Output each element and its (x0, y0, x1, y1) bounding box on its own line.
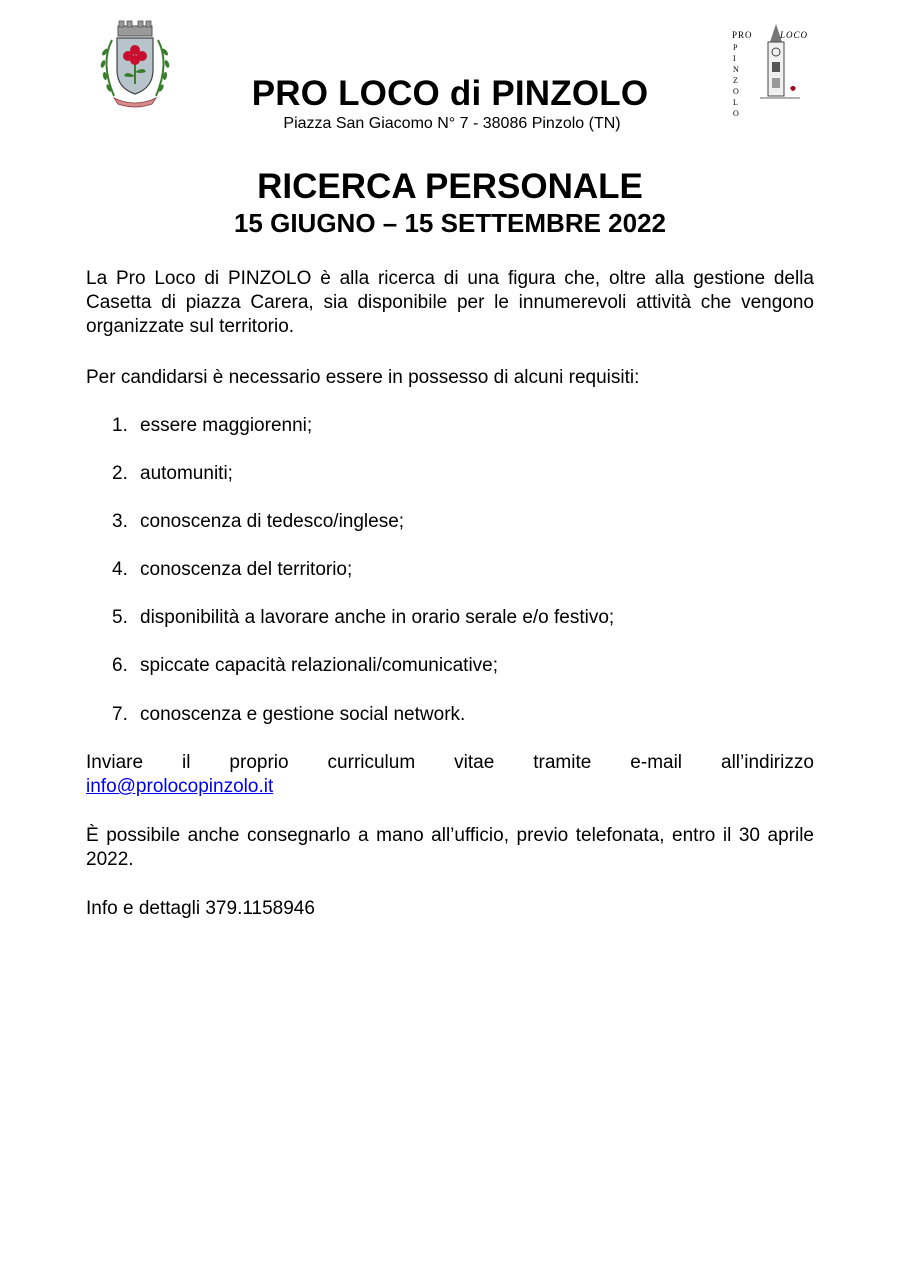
logo-loco-text: LOCO (780, 30, 809, 40)
list-item-number: 6. (112, 655, 128, 676)
email-link[interactable]: info@prolocopinzolo.it (86, 776, 274, 797)
requirements-intro: Per candidarsi è necessario essere in possesso di alcuni requisiti: (86, 367, 640, 388)
list-item-number: 5. (112, 607, 128, 628)
hand-delivery-paragraph: È possibile anche consegnarlo a mano all’ufficio, previo telefonata, entro il 30 aprile 2022. (86, 825, 814, 870)
send-word: Inviare (86, 752, 144, 773)
info-contact: Info e dettagli 379.1158946 (86, 898, 315, 919)
list-item-text: spiccate capacità relazionali/comunicative; (140, 655, 499, 676)
send-word: tramite (533, 752, 592, 773)
list-item-number: 3. (112, 511, 128, 532)
list-item-text: conoscenza del territorio; (140, 559, 353, 580)
send-cv-paragraph (86, 751, 814, 799)
send-word: vitae (454, 752, 495, 773)
list-item-text: disponibilità a lavorare anche in orario serale e/o festivo; (140, 607, 615, 628)
send-word: proprio (229, 752, 289, 773)
send-cv-line (86, 751, 814, 775)
list-item-number: 1. (112, 415, 128, 436)
document-dates: 15 GIUGNO – 15 SETTEMBRE 2022 (233, 208, 667, 238)
send-word: e-mail (630, 752, 683, 773)
send-word: curriculum (327, 752, 416, 773)
send-word: il (182, 752, 191, 773)
document-title: RICERCA PERSONALE (257, 167, 643, 206)
list-item-number: 2. (112, 463, 128, 484)
organization-address: Piazza San Giacomo N° 7 - 38086 Pinzolo (TN) (283, 115, 621, 132)
send-word: all’indirizzo (721, 752, 814, 773)
logo-pro-text: PRO (732, 30, 753, 40)
list-item-text: conoscenza di tedesco/inglese; (140, 511, 405, 532)
list-item-text: essere maggiorenni; (140, 415, 313, 436)
list-item-text: conoscenza e gestione social network. (140, 704, 466, 725)
list-item-number: 7. (112, 704, 128, 725)
organization-title: PRO LOCO di PINZOLO (251, 74, 649, 113)
list-item-number: 4. (112, 559, 128, 580)
list-item-text: automuniti; (140, 463, 233, 484)
intro-paragraph: La Pro Loco di PINZOLO è alla ricerca di una figura che, oltre alla gestione della Casetta di piazza Carera, sia disponibile per le innumerevoli attività che vengono organizzate sul territorio. (86, 268, 814, 337)
logo-pinzolo-text: P I N Z O L O (733, 43, 739, 118)
